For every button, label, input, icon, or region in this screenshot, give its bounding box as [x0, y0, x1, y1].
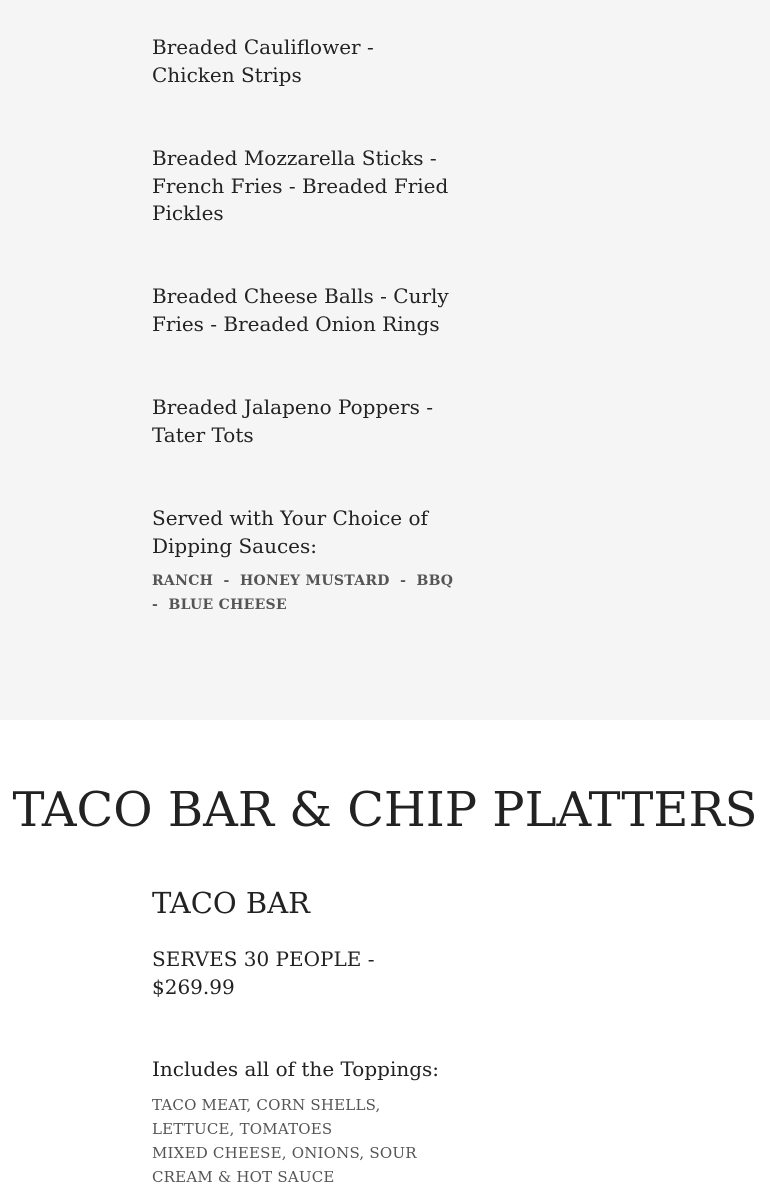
combo-item-mozzarella: Breaded Mozzarella Sticks - French Fries - Breaded Fried Pickles	[152, 146, 449, 225]
section-title: TACO BAR & CHIP PLATTERS	[12, 782, 758, 838]
combo-item-cauliflower: Breaded Cauliflower - Chicken Strips	[152, 35, 374, 87]
dipping-sauces-list: RANCH - HONEY MUSTARD - BBQ - BLUE CHEESE	[152, 573, 464, 613]
combo-item-cheese-balls: Breaded Cheese Balls - Curly Fries - Breaded Onion Rings	[152, 284, 449, 336]
toppings-heading: Includes all of the Toppings:	[152, 1057, 440, 1081]
taco-bar-section	[0, 720, 770, 1186]
toppings-line-1: TACO MEAT, CORN SHELLS, LETTUCE, TOMATOES	[152, 1096, 381, 1138]
combo-item-jalapeno: Breaded Jalapeno Poppers - Tater Tots	[152, 395, 434, 447]
toppings-line-2: MIXED CHEESE, ONIONS, SOUR CREAM & HOT SAUCE	[152, 1144, 417, 1186]
taco-bar-serves-price: SERVES 30 PEOPLE - $269.99	[152, 947, 375, 999]
taco-bar-title: TACO BAR	[152, 886, 310, 920]
dipping-sauces-heading: Served with Your Choice of Dipping Sauces:	[152, 506, 428, 558]
